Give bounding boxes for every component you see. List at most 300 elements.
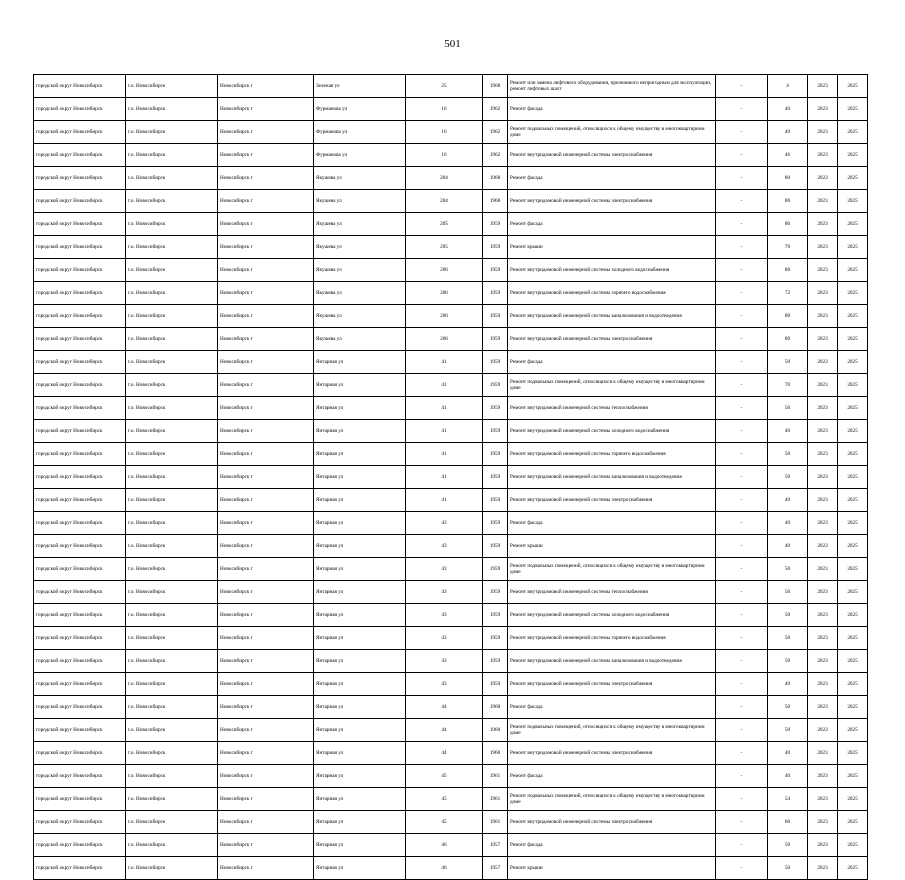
dash-cell: - <box>716 466 768 489</box>
street-cell: Янтарная ул <box>314 788 406 811</box>
district-cell: г.о. Новосибирск <box>126 144 218 167</box>
dash-cell: - <box>716 98 768 121</box>
build-year-cell: 1959 <box>483 627 508 650</box>
build-year-cell: 1957 <box>483 857 508 880</box>
municipality-cell: городской округ Новосибирск <box>34 374 126 397</box>
settlement-cell: Новосибирск г <box>218 420 314 443</box>
settlement-cell: Новосибирск г <box>218 466 314 489</box>
dash-cell: - <box>716 535 768 558</box>
street-cell: Янтарная ул <box>314 857 406 880</box>
street-cell: Якушева ул <box>314 236 406 259</box>
build-year-cell: 1959 <box>483 397 508 420</box>
dash-cell: - <box>716 420 768 443</box>
build-year-cell: 1961 <box>483 788 508 811</box>
unit-cell: 50 <box>768 397 808 420</box>
table-row <box>34 581 868 604</box>
district-cell: г.о. Новосибирск <box>126 535 218 558</box>
settlement-cell: Новосибирск г <box>218 121 314 144</box>
build-year-cell: 1959 <box>483 466 508 489</box>
work-type-cell: Ремонт фасада <box>508 167 716 190</box>
street-cell: Янтарная ул <box>314 374 406 397</box>
work-type-cell: Ремонт подвальных помещений, относящихся к общему имуществу в многоквартирном доме <box>508 788 716 811</box>
municipality-cell: городской округ Новосибирск <box>34 121 126 144</box>
house-number-cell: 43 <box>406 535 483 558</box>
dash-cell: - <box>716 305 768 328</box>
street-cell: Янтарная ул <box>314 765 406 788</box>
end-year-cell: 2025 <box>838 765 868 788</box>
dash-cell: - <box>716 765 768 788</box>
build-year-cell: 1959 <box>483 535 508 558</box>
start-year-cell: 2023 <box>808 535 838 558</box>
street-cell: Янтарная ул <box>314 489 406 512</box>
dash-cell: - <box>716 213 768 236</box>
work-type-cell: Ремонт фасада <box>508 351 716 374</box>
street-cell: Якушева ул <box>314 167 406 190</box>
dash-cell: - <box>716 581 768 604</box>
street-cell: Якушева ул <box>314 328 406 351</box>
end-year-cell: 2025 <box>838 627 868 650</box>
house-number-cell: 205 <box>406 213 483 236</box>
unit-cell: 54 <box>768 788 808 811</box>
repair-schedule-table <box>33 74 868 880</box>
work-type-cell: Ремонт внутридомовой инженерной системы теплоснабжения <box>508 581 716 604</box>
settlement-cell: Новосибирск г <box>218 259 314 282</box>
unit-cell: 50 <box>768 857 808 880</box>
district-cell: г.о. Новосибирск <box>126 627 218 650</box>
unit-cell: 40 <box>768 420 808 443</box>
build-year-cell: 1959 <box>483 420 508 443</box>
unit-cell: 40 <box>768 512 808 535</box>
district-cell: г.о. Новосибирск <box>126 443 218 466</box>
table-row <box>34 535 868 558</box>
municipality-cell: городской округ Новосибирск <box>34 236 126 259</box>
house-number-cell: 41 <box>406 420 483 443</box>
end-year-cell: 2025 <box>838 328 868 351</box>
district-cell: г.о. Новосибирск <box>126 75 218 98</box>
dash-cell: - <box>716 673 768 696</box>
settlement-cell: Новосибирск г <box>218 581 314 604</box>
settlement-cell: Новосибирск г <box>218 374 314 397</box>
house-number-cell: 205 <box>406 236 483 259</box>
district-cell: г.о. Новосибирск <box>126 719 218 742</box>
settlement-cell: Новосибирск г <box>218 236 314 259</box>
end-year-cell: 2025 <box>838 190 868 213</box>
street-cell: Янтарная ул <box>314 535 406 558</box>
end-year-cell: 2025 <box>838 397 868 420</box>
street-cell: Янтарная ул <box>314 627 406 650</box>
unit-cell: 50 <box>768 604 808 627</box>
table-row <box>34 673 868 696</box>
start-year-cell: 2023 <box>808 213 838 236</box>
work-type-cell: Ремонт подвальных помещений, относящихся к общему имуществу в многоквартирном доме <box>508 719 716 742</box>
build-year-cell: 1959 <box>483 259 508 282</box>
work-type-cell: Ремонт крыши <box>508 236 716 259</box>
end-year-cell: 2025 <box>838 259 868 282</box>
house-number-cell: 45 <box>406 811 483 834</box>
municipality-cell: городской округ Новосибирск <box>34 144 126 167</box>
municipality-cell: городской округ Новосибирск <box>34 512 126 535</box>
unit-cell: 50 <box>768 627 808 650</box>
district-cell: г.о. Новосибирск <box>126 282 218 305</box>
street-cell: Янтарная ул <box>314 834 406 857</box>
settlement-cell: Новосибирск г <box>218 788 314 811</box>
unit-cell: 72 <box>768 282 808 305</box>
district-cell: г.о. Новосибирск <box>126 788 218 811</box>
district-cell: г.о. Новосибирск <box>126 765 218 788</box>
unit-cell: 70 <box>768 374 808 397</box>
build-year-cell: 1959 <box>483 305 508 328</box>
house-number-cell: 16 <box>406 144 483 167</box>
municipality-cell: городской округ Новосибирск <box>34 259 126 282</box>
municipality-cell: городской округ Новосибирск <box>34 190 126 213</box>
street-cell: Янтарная ул <box>314 397 406 420</box>
municipality-cell: городской округ Новосибирск <box>34 627 126 650</box>
work-type-cell: Ремонт фасада <box>508 834 716 857</box>
unit-cell: 40 <box>768 673 808 696</box>
start-year-cell: 2023 <box>808 512 838 535</box>
end-year-cell: 2025 <box>838 98 868 121</box>
house-number-cell: 44 <box>406 742 483 765</box>
end-year-cell: 2025 <box>838 213 868 236</box>
house-number-cell: 41 <box>406 489 483 512</box>
build-year-cell: 1959 <box>483 236 508 259</box>
unit-cell: 50 <box>768 443 808 466</box>
municipality-cell: городской округ Новосибирск <box>34 650 126 673</box>
work-type-cell: Ремонт подвальных помещений, относящихся к общему имуществу в многоквартирном доме <box>508 374 716 397</box>
work-type-cell: Ремонт крыши <box>508 535 716 558</box>
end-year-cell: 2025 <box>838 466 868 489</box>
unit-cell: 40 <box>768 535 808 558</box>
build-year-cell: 1959 <box>483 604 508 627</box>
house-number-cell: 43 <box>406 673 483 696</box>
district-cell: г.о. Новосибирск <box>126 811 218 834</box>
dash-cell: - <box>716 374 768 397</box>
municipality-cell: городской округ Новосибирск <box>34 535 126 558</box>
dash-cell: - <box>716 719 768 742</box>
street-cell: Якушева ул <box>314 282 406 305</box>
settlement-cell: Новосибирск г <box>218 305 314 328</box>
street-cell: Зеленая ул <box>314 75 406 98</box>
district-cell: г.о. Новосибирск <box>126 305 218 328</box>
table-row <box>34 443 868 466</box>
dash-cell: - <box>716 489 768 512</box>
work-type-cell: Ремонт внутридомовой инженерной системы канализования и водоотведения <box>508 466 716 489</box>
street-cell: Фурманова ул <box>314 98 406 121</box>
municipality-cell: городской округ Новосибирск <box>34 742 126 765</box>
municipality-cell: городской округ Новосибирск <box>34 788 126 811</box>
street-cell: Янтарная ул <box>314 351 406 374</box>
work-type-cell: Ремонт внутридомовой инженерной системы электроснабжения <box>508 144 716 167</box>
district-cell: г.о. Новосибирск <box>126 558 218 581</box>
house-number-cell: 41 <box>406 397 483 420</box>
municipality-cell: городской округ Новосибирск <box>34 857 126 880</box>
municipality-cell: городской округ Новосибирск <box>34 673 126 696</box>
unit-cell: 50 <box>768 351 808 374</box>
unit-cell: 50 <box>768 719 808 742</box>
unit-cell: 40 <box>768 489 808 512</box>
work-type-cell: Ремонт внутридомовой инженерной системы горячего водоснабжения <box>508 282 716 305</box>
work-type-cell: Ремонт внутридомовой инженерной системы канализования и водоотведения <box>508 650 716 673</box>
end-year-cell: 2025 <box>838 811 868 834</box>
end-year-cell: 2025 <box>838 558 868 581</box>
end-year-cell: 2025 <box>838 834 868 857</box>
start-year-cell: 2023 <box>808 696 838 719</box>
build-year-cell: 1960 <box>483 696 508 719</box>
work-type-cell: Ремонт подвальных помещений, относящихся к общему имуществу в многоквартирном доме <box>508 121 716 144</box>
street-cell: Янтарная ул <box>314 558 406 581</box>
work-type-cell: Ремонт фасада <box>508 696 716 719</box>
table-row <box>34 397 868 420</box>
build-year-cell: 1959 <box>483 650 508 673</box>
start-year-cell: 2023 <box>808 167 838 190</box>
municipality-cell: городской округ Новосибирск <box>34 604 126 627</box>
municipality-cell: городской округ Новосибирск <box>34 75 126 98</box>
dash-cell: - <box>716 558 768 581</box>
house-number-cell: 44 <box>406 696 483 719</box>
house-number-cell: 46 <box>406 834 483 857</box>
street-cell: Фурманова ул <box>314 121 406 144</box>
start-year-cell: 2023 <box>808 374 838 397</box>
end-year-cell: 2025 <box>838 696 868 719</box>
unit-cell: 80 <box>768 167 808 190</box>
district-cell: г.о. Новосибирск <box>126 696 218 719</box>
house-number-cell: 45 <box>406 765 483 788</box>
district-cell: г.о. Новосибирск <box>126 673 218 696</box>
build-year-cell: 1960 <box>483 719 508 742</box>
municipality-cell: городской округ Новосибирск <box>34 397 126 420</box>
settlement-cell: Новосибирск г <box>218 558 314 581</box>
street-cell: Янтарная ул <box>314 443 406 466</box>
start-year-cell: 2023 <box>808 673 838 696</box>
settlement-cell: Новосибирск г <box>218 144 314 167</box>
table-row <box>34 604 868 627</box>
district-cell: г.о. Новосибирск <box>126 489 218 512</box>
house-number-cell: 16 <box>406 98 483 121</box>
district-cell: г.о. Новосибирск <box>126 650 218 673</box>
table-row <box>34 788 868 811</box>
start-year-cell: 2023 <box>808 75 838 98</box>
end-year-cell: 2025 <box>838 420 868 443</box>
start-year-cell: 2023 <box>808 627 838 650</box>
start-year-cell: 2023 <box>808 282 838 305</box>
district-cell: г.о. Новосибирск <box>126 121 218 144</box>
build-year-cell: 1959 <box>483 443 508 466</box>
settlement-cell: Новосибирск г <box>218 98 314 121</box>
start-year-cell: 2023 <box>808 351 838 374</box>
dash-cell: - <box>716 75 768 98</box>
dash-cell: - <box>716 167 768 190</box>
table-row <box>34 696 868 719</box>
work-type-cell: Ремонт внутридомовой инженерной системы холодного водоснабжения <box>508 259 716 282</box>
municipality-cell: городской округ Новосибирск <box>34 581 126 604</box>
dash-cell: - <box>716 696 768 719</box>
unit-cell: 80 <box>768 328 808 351</box>
unit-cell: 80 <box>768 213 808 236</box>
start-year-cell: 2023 <box>808 650 838 673</box>
municipality-cell: городской округ Новосибирск <box>34 765 126 788</box>
settlement-cell: Новосибирск г <box>218 535 314 558</box>
work-type-cell: Ремонт внутридомовой инженерной системы электроснабжения <box>508 742 716 765</box>
start-year-cell: 2023 <box>808 121 838 144</box>
work-type-cell: Ремонт внутридомовой инженерной системы электроснабжения <box>508 328 716 351</box>
table-row <box>34 190 868 213</box>
work-type-cell: Ремонт внутридомовой инженерной системы горячего водоснабжения <box>508 443 716 466</box>
start-year-cell: 2023 <box>808 420 838 443</box>
district-cell: г.о. Новосибирск <box>126 98 218 121</box>
municipality-cell: городской округ Новосибирск <box>34 351 126 374</box>
street-cell: Янтарная ул <box>314 512 406 535</box>
table-row <box>34 236 868 259</box>
street-cell: Янтарная ул <box>314 466 406 489</box>
municipality-cell: городской округ Новосибирск <box>34 420 126 443</box>
municipality-cell: городской округ Новосибирск <box>34 696 126 719</box>
house-number-cell: 204 <box>406 167 483 190</box>
start-year-cell: 2023 <box>808 397 838 420</box>
house-number-cell: 206 <box>406 328 483 351</box>
dash-cell: - <box>716 788 768 811</box>
start-year-cell: 2023 <box>808 604 838 627</box>
build-year-cell: 1962 <box>483 144 508 167</box>
table-row <box>34 719 868 742</box>
work-type-cell: Ремонт внутридомовой инженерной системы холодного водоснабжения <box>508 420 716 443</box>
district-cell: г.о. Новосибирск <box>126 328 218 351</box>
settlement-cell: Новосибирск г <box>218 489 314 512</box>
settlement-cell: Новосибирск г <box>218 351 314 374</box>
municipality-cell: городской округ Новосибирск <box>34 834 126 857</box>
work-type-cell: Ремонт внутридомовой инженерной системы теплоснабжения <box>508 397 716 420</box>
table-row <box>34 144 868 167</box>
table-row <box>34 765 868 788</box>
district-cell: г.о. Новосибирск <box>126 190 218 213</box>
settlement-cell: Новосибирск г <box>218 604 314 627</box>
district-cell: г.о. Новосибирск <box>126 397 218 420</box>
district-cell: г.о. Новосибирск <box>126 857 218 880</box>
municipality-cell: городской округ Новосибирск <box>34 213 126 236</box>
build-year-cell: 1959 <box>483 558 508 581</box>
build-year-cell: 1962 <box>483 98 508 121</box>
build-year-cell: 1961 <box>483 765 508 788</box>
start-year-cell: 2023 <box>808 558 838 581</box>
district-cell: г.о. Новосибирск <box>126 420 218 443</box>
settlement-cell: Новосибирск г <box>218 834 314 857</box>
build-year-cell: 1959 <box>483 673 508 696</box>
unit-cell: 40 <box>768 765 808 788</box>
dash-cell: - <box>716 627 768 650</box>
build-year-cell: 1957 <box>483 834 508 857</box>
dash-cell: - <box>716 121 768 144</box>
municipality-cell: городской округ Новосибирск <box>34 558 126 581</box>
unit-cell: 50 <box>768 834 808 857</box>
municipality-cell: городской округ Новосибирск <box>34 443 126 466</box>
settlement-cell: Новосибирск г <box>218 627 314 650</box>
unit-cell: 40 <box>768 98 808 121</box>
settlement-cell: Новосибирск г <box>218 696 314 719</box>
municipality-cell: городской округ Новосибирск <box>34 282 126 305</box>
street-cell: Янтарная ул <box>314 673 406 696</box>
house-number-cell: 43 <box>406 604 483 627</box>
start-year-cell: 2023 <box>808 236 838 259</box>
district-cell: г.о. Новосибирск <box>126 374 218 397</box>
house-number-cell: 25 <box>406 75 483 98</box>
work-type-cell: Ремонт крыши <box>508 857 716 880</box>
build-year-cell: 1959 <box>483 489 508 512</box>
start-year-cell: 2023 <box>808 259 838 282</box>
street-cell: Янтарная ул <box>314 420 406 443</box>
house-number-cell: 46 <box>406 857 483 880</box>
end-year-cell: 2025 <box>838 305 868 328</box>
district-cell: г.о. Новосибирск <box>126 167 218 190</box>
unit-cell: 50 <box>768 696 808 719</box>
district-cell: г.о. Новосибирск <box>126 581 218 604</box>
street-cell: Янтарная ул <box>314 650 406 673</box>
work-type-cell: Ремонт внутридомовой инженерной системы горячего водоснабжения <box>508 627 716 650</box>
municipality-cell: городской округ Новосибирск <box>34 98 126 121</box>
dash-cell: - <box>716 604 768 627</box>
dash-cell: - <box>716 811 768 834</box>
settlement-cell: Новосибирск г <box>218 765 314 788</box>
build-year-cell: 1959 <box>483 374 508 397</box>
end-year-cell: 2025 <box>838 604 868 627</box>
street-cell: Янтарная ул <box>314 811 406 834</box>
start-year-cell: 2023 <box>808 834 838 857</box>
municipality-cell: городской округ Новосибирск <box>34 719 126 742</box>
table-row <box>34 466 868 489</box>
house-number-cell: 43 <box>406 558 483 581</box>
build-year-cell: 1968 <box>483 190 508 213</box>
end-year-cell: 2025 <box>838 581 868 604</box>
settlement-cell: Новосибирск г <box>218 742 314 765</box>
settlement-cell: Новосибирск г <box>218 213 314 236</box>
table-row <box>34 742 868 765</box>
end-year-cell: 2025 <box>838 742 868 765</box>
work-type-cell: Ремонт фасада <box>508 765 716 788</box>
table-body <box>34 75 868 880</box>
end-year-cell: 2025 <box>838 673 868 696</box>
table-row <box>34 857 868 880</box>
build-year-cell: 1959 <box>483 351 508 374</box>
dash-cell: - <box>716 834 768 857</box>
district-cell: г.о. Новосибирск <box>126 236 218 259</box>
street-cell: Якушева ул <box>314 305 406 328</box>
table-row <box>34 328 868 351</box>
end-year-cell: 2025 <box>838 351 868 374</box>
settlement-cell: Новосибирск г <box>218 167 314 190</box>
page-number: 501 <box>444 38 461 50</box>
unit-cell: 50 <box>768 650 808 673</box>
settlement-cell: Новосибирск г <box>218 811 314 834</box>
district-cell: г.о. Новосибирск <box>126 834 218 857</box>
end-year-cell: 2025 <box>838 512 868 535</box>
settlement-cell: Новосибирск г <box>218 673 314 696</box>
unit-cell: 60 <box>768 811 808 834</box>
work-type-cell: Ремонт фасада <box>508 512 716 535</box>
district-cell: г.о. Новосибирск <box>126 512 218 535</box>
unit-cell: 40 <box>768 742 808 765</box>
street-cell: Янтарная ул <box>314 719 406 742</box>
table-row <box>34 282 868 305</box>
end-year-cell: 2025 <box>838 788 868 811</box>
end-year-cell: 2025 <box>838 121 868 144</box>
end-year-cell: 2025 <box>838 144 868 167</box>
table-row <box>34 558 868 581</box>
table-row <box>34 650 868 673</box>
dash-cell: - <box>716 236 768 259</box>
end-year-cell: 2025 <box>838 489 868 512</box>
end-year-cell: 2025 <box>838 535 868 558</box>
house-number-cell: 204 <box>406 190 483 213</box>
settlement-cell: Новосибирск г <box>218 650 314 673</box>
table-row <box>34 259 868 282</box>
